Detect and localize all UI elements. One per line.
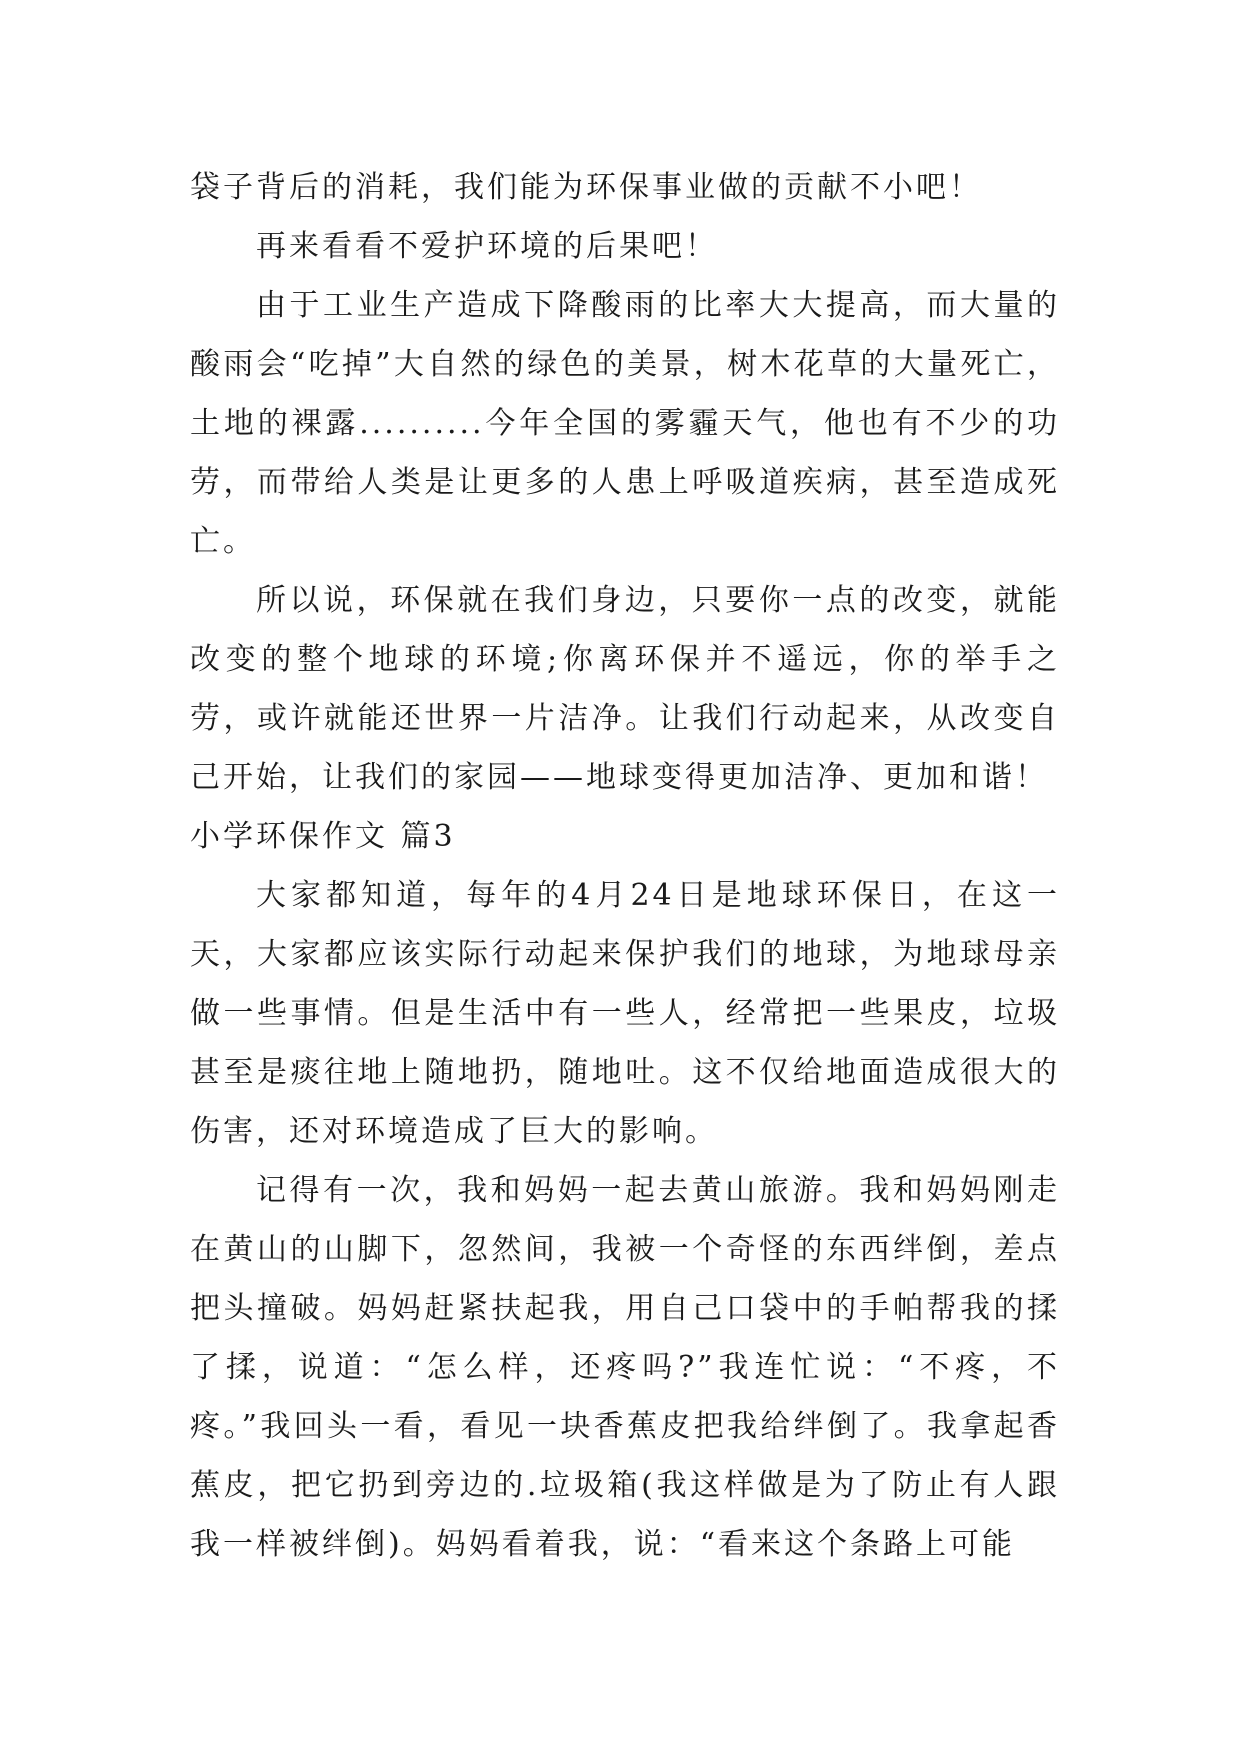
paragraph-3: 由于工业生产造成下降酸雨的比率大大提高，而大量的酸雨会“吃掉”大自然的绿色的美景，树木花草的大量死亡，土地的裸露..........今年全国的雾霾天气，他也有不少的功劳，而带给人类是让更多的人患上呼吸道疾病，甚至造成死亡。 (190, 288, 1060, 559)
paragraph-2: 再来看看不爱护环境的后果吧！ (256, 229, 718, 264)
paragraph-1: 袋子背后的消耗，我们能为环保事业做的贡献不小吧！ (190, 170, 982, 205)
paragraph-5: 大家都知道，每年的4月24日是地球环保日，在这一天，大家都应该实际行动起来保护我们的地球，为地球母亲做一些事情。但是生活中有一些人，经常把一些果皮，垃圾甚至是痰往地上随地扔，随地吐。这不仅给地面造成很大的伤害，还对环境造成了巨大的影响。 (190, 878, 1060, 1149)
paragraph-6: 记得有一次，我和妈妈一起去黄山旅游。我和妈妈刚走在黄山的山脚下，忽然间，我被一个奇怪的东西绊倒，差点把头撞破。妈妈赶紧扶起我，用自己口袋中的手帕帮我的揉了揉，说道：“怎么样，还疼吗?”我连忙说：“不疼，不疼。”我回头一看，看见一块香蕉皮把我给绊倒了。我拿起香蕉皮，把它扔到旁边的.垃圾箱(我这样做是为了防止有人跟我一样被绊倒)。妈妈看着我，说：“看来这个条路上可能 (190, 1173, 1060, 1562)
document-body (190, 158, 1060, 1574)
paragraph-4: 所以说，环保就在我们身边，只要你一点的改变，就能改变的整个地球的环境;你离环保并不遥远，你的举手之劳，或许就能还世界一片洁净。让我们行动起来，从改变自己开始，让我们的家园——地球变得更加洁净、更加和谐！ (190, 583, 1060, 795)
section-heading: 小学环保作文 篇3 (190, 819, 456, 854)
